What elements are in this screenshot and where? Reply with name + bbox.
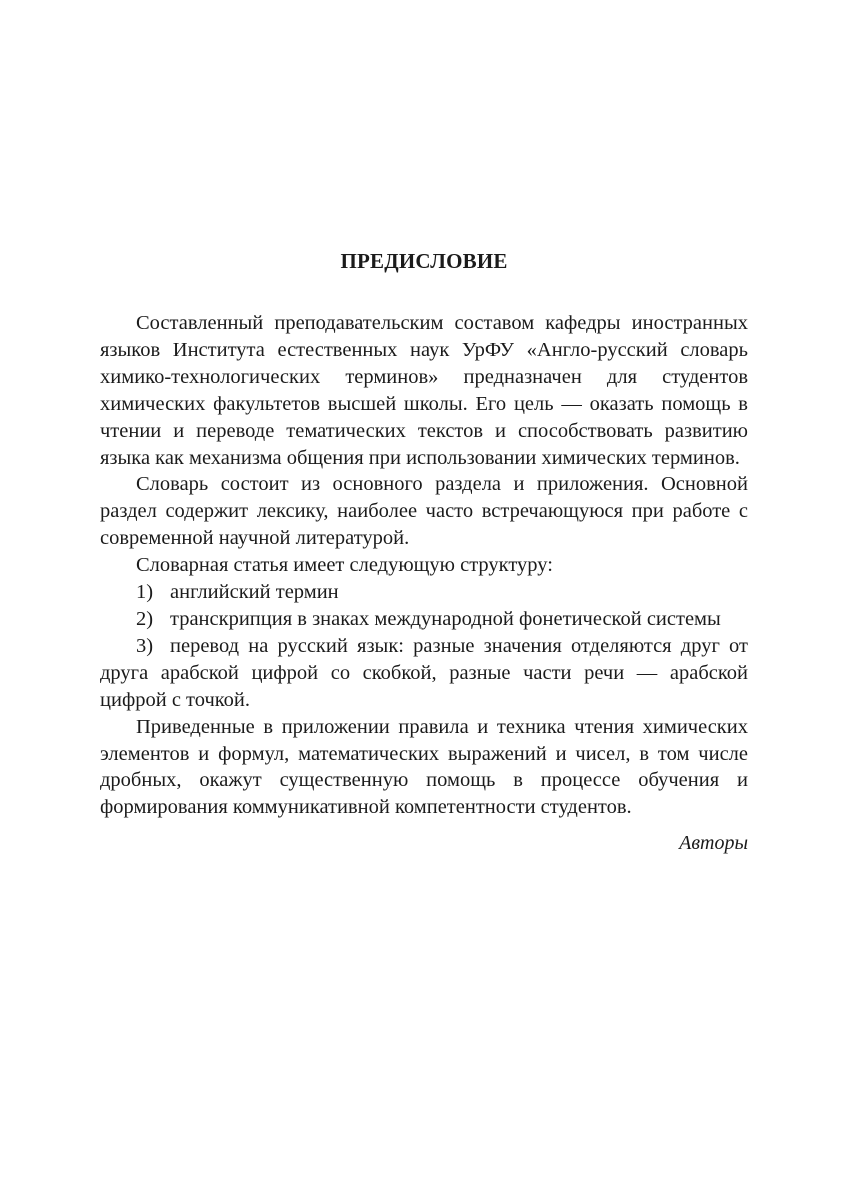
- list-item-number: 1): [136, 581, 154, 604]
- list-item-text: английский термин: [170, 581, 339, 604]
- dictionary-sections-paragraph: Словарь состоит из основного раздела и приложения. Основной раздел содержит лексику, наиболее часто встречающуюся при работе с современной научной литературой.: [100, 473, 748, 550]
- list-item: [100, 606, 748, 633]
- list-item: [100, 579, 748, 606]
- list-item: [100, 633, 748, 714]
- list-item-number: 2): [136, 607, 154, 630]
- intro-paragraph: Составленный преподавательским составом кафедры иностранных языков Института естественных наук УрФУ «Англо-русский словарь химико-технологических терминов» предназначен для студентов химических факультетов высшей школы. Его цель — оказать помощь в чтении и переводе тематических текстов и способствовать развитию языка как механизма общения при использовании химических терминов.: [100, 312, 748, 469]
- authors-signature: Авторы: [679, 832, 748, 855]
- page-title: ПРЕДИСЛОВИЕ: [340, 249, 508, 273]
- closing-paragraph: Приведенные в приложении правила и техника чтения химических элементов и формул, математических выражений и чисел, в том числе дробных, окажут существенную помощь в процессе обучения и формирования коммуникативной компетентности студентов.: [100, 715, 748, 819]
- list-item-text: транскрипция в знаках международной фонетической системы: [170, 607, 721, 630]
- list-item-text: перевод на русский язык: разные значения отделяются друг от друга арабской цифрой со скобкой, разные части речи — арабской цифрой с точкой.: [100, 634, 748, 711]
- list-item-number: 3): [136, 634, 154, 657]
- entry-structure-paragraph: Словарная статья имеет следующую структуру:: [136, 554, 553, 577]
- page-content: [100, 246, 748, 857]
